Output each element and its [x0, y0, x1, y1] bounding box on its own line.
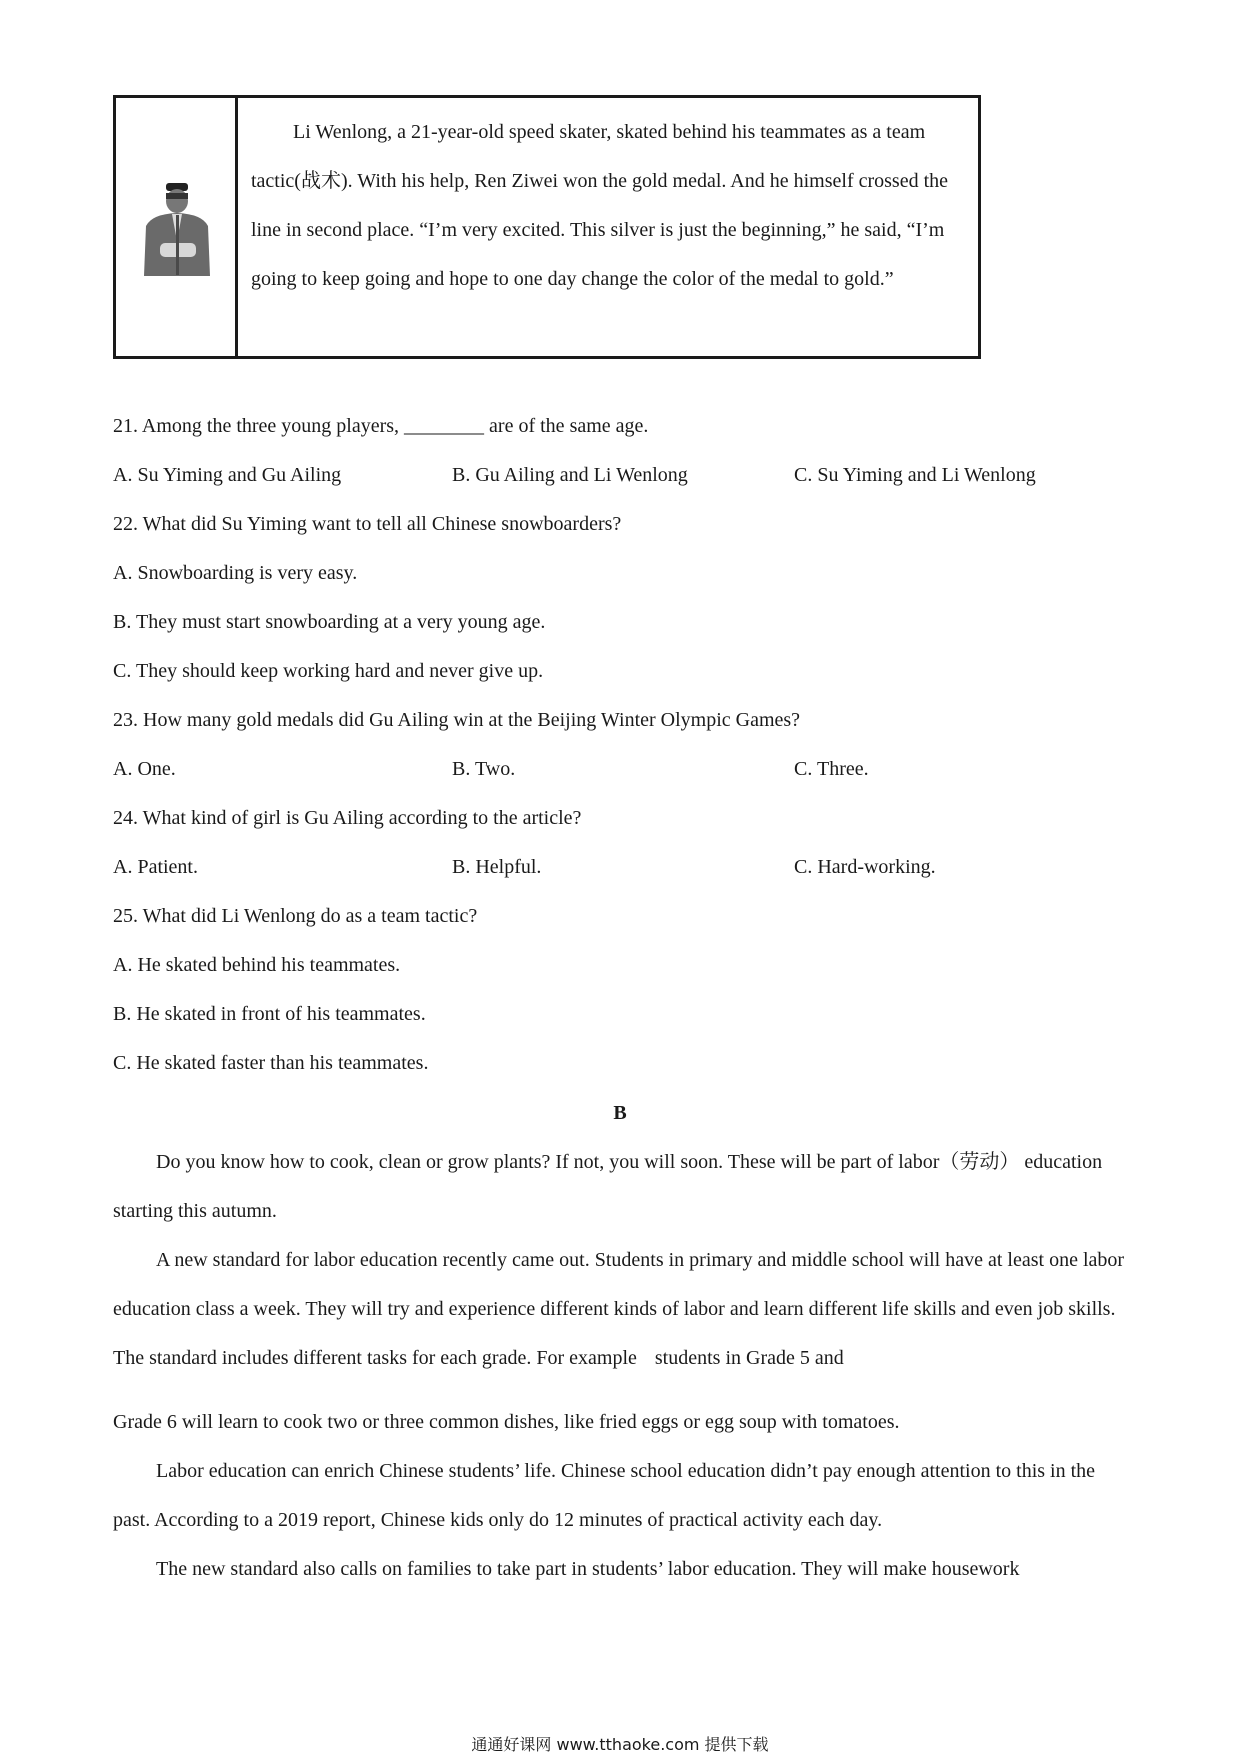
q22-option-a: A. Snowboarding is very easy.	[113, 562, 358, 584]
paragraph-4-text: The new standard also calls on families to take part in students’ labor education. They will make housework	[156, 1558, 1020, 1580]
q23-option-b: B. Two.	[452, 758, 516, 780]
passage-box	[113, 95, 981, 359]
q24-option-c: C. Hard-working.	[794, 856, 936, 878]
question-23: 23. How many gold medals did Gu Ailing win at the Beijing Winter Olympic Games?	[113, 709, 801, 731]
paragraph-3-text: Labor education can enrich Chinese students’ life. Chinese school education didn’t pay enough attention to this in the past. According to a 2019 report, Chinese kids only do 12 minutes of practical activity each day.	[113, 1460, 1096, 1531]
q22-option-c: C. They should keep working hard and never give up.	[113, 660, 544, 682]
passage-text-cell	[251, 108, 971, 304]
paragraph-2-text	[113, 1236, 1133, 1383]
section-b-heading: B	[613, 1102, 627, 1124]
q21-option-b: B. Gu Ailing and Li Wenlong	[452, 464, 688, 486]
passage-text: Li Wenlong, a 21-year-old speed skater, skated behind his teammates as a team tactic(战术). With his help, Ren Ziwei won the gold medal. And he himself crossed the line in second place. “I’m very excited. This silver is just the beginning,” he said, “I’m going to keep going and hope to one day change the color of the medal to gold.”	[251, 121, 949, 290]
paragraph-1-text: Do you know how to cook, clean or grow plants? If not, you will soon. These will be part of labor（劳动） education starting this autumn.	[113, 1151, 1103, 1222]
question-22: 22. What did Su Yiming want to tell all Chinese snowboarders?	[113, 513, 622, 535]
photo-cell	[116, 98, 238, 356]
question-24: 24. What kind of girl is Gu Ailing according to the article?	[113, 807, 582, 829]
question-25: 25. What did Li Wenlong do as a team tactic?	[113, 905, 478, 927]
q25-option-c: C. He skated faster than his teammates.	[113, 1052, 429, 1074]
section-b-paragraph-1	[113, 1138, 1133, 1236]
paragraph-2-main: A new standard for labor education recently came out. Students in primary and middle school will have at least one labor education class a week. They will try and experience different kinds of labor and learn different life skills and even job skills. The standard includes different tasks for each grade. For example	[113, 1249, 1125, 1369]
page-footer: 通通好课网 www.tthaoke.com 提供下载	[471, 1735, 769, 1754]
q25-option-a: A. He skated behind his teammates.	[113, 954, 401, 976]
q25-option-b: B. He skated in front of his teammates.	[113, 1003, 426, 1025]
q24-option-b: B. Helpful.	[452, 856, 542, 878]
q23-option-c: C. Three.	[794, 758, 869, 780]
section-b-paragraph-3	[113, 1447, 1133, 1545]
q23-option-a: A. One.	[113, 758, 176, 780]
q21-option-a: A. Su Yiming and Gu Ailing	[113, 464, 342, 486]
paragraph-2-tail: students in Grade 5 and	[654, 1347, 844, 1369]
skater-photo	[132, 181, 222, 276]
section-b-paragraph-2-continued: Grade 6 will learn to cook two or three common dishes, like fried eggs or egg soup with tomatoes.	[113, 1411, 900, 1433]
q22-option-b: B. They must start snowboarding at a very young age.	[113, 611, 546, 633]
section-b-paragraph-4	[113, 1545, 1133, 1594]
q21-option-c: C. Su Yiming and Li Wenlong	[794, 464, 1036, 486]
section-b-paragraph-2	[113, 1236, 1133, 1383]
question-21: 21. Among the three young players, ________ are of the same age.	[113, 415, 649, 437]
q24-option-a: A. Patient.	[113, 856, 198, 878]
